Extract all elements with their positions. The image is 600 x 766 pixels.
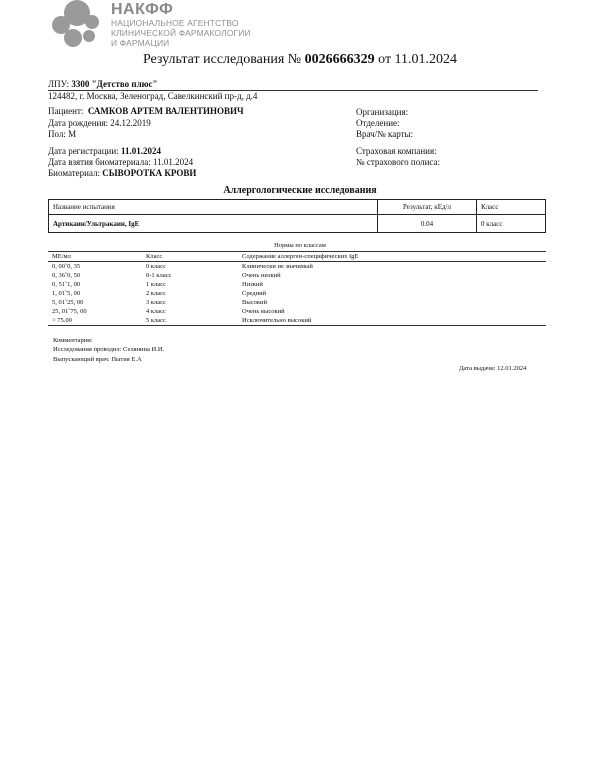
patient-name: САМКОВ АРТЕМ ВАЛЕНТИНОВИЧ bbox=[87, 106, 244, 116]
norms-caption: Нормы по классам bbox=[274, 242, 326, 249]
registration-label: Дата регистрации: bbox=[48, 146, 119, 156]
table-row bbox=[48, 298, 546, 307]
norms-header-class: Класс bbox=[142, 252, 238, 262]
section-title: Аллергологические исследования bbox=[223, 185, 377, 196]
norm-class: 4 класс bbox=[146, 308, 166, 315]
results-header-result: Результат, кЕд/л bbox=[378, 200, 477, 215]
issuing-doctor: Выпускающий врач: Пытия Е.А bbox=[53, 356, 142, 363]
norms-header-row bbox=[48, 252, 546, 262]
patient-dob: Дата рождения: 24.12.2019 bbox=[48, 118, 151, 128]
norm-range: > 75.00 bbox=[48, 316, 142, 326]
norm-class: 0 класс bbox=[146, 263, 166, 270]
insurance-label: Страховая компания: bbox=[356, 146, 437, 156]
results-header-class: Класс bbox=[477, 200, 546, 215]
norm-range: 0, 51˜1, 00 bbox=[52, 281, 81, 288]
lpu-label: ЛПУ: bbox=[48, 79, 70, 89]
org-line-2: КЛИНИЧЕСКОЙ ФАРМАКОЛОГИИ bbox=[111, 28, 251, 38]
patient-label: Пациент: bbox=[48, 106, 84, 116]
norm-class: 2 класс bbox=[146, 290, 166, 297]
table-row bbox=[49, 215, 546, 233]
table-row bbox=[48, 280, 546, 289]
results-table bbox=[48, 199, 546, 233]
norm-range: 0, 36˜0, 50 bbox=[52, 272, 81, 279]
norm-content: Клинически не значимый bbox=[242, 263, 313, 270]
org-short-name: НАКФФ bbox=[111, 1, 174, 18]
patient-line bbox=[48, 106, 244, 116]
biomaterial-date: Дата взятия биоматериала: 11.01.2024 bbox=[48, 157, 194, 167]
table-row bbox=[48, 307, 546, 316]
norm-content: Очень высокий bbox=[242, 308, 285, 315]
norms-table bbox=[48, 251, 546, 326]
norm-range: 0, 00˜0, 35 bbox=[52, 263, 81, 270]
norm-content: Низкий bbox=[242, 281, 263, 288]
result-test-name: Артикаин/Ультракаин, IgE bbox=[49, 215, 378, 233]
registration-line bbox=[48, 146, 161, 156]
biomaterial-label: Биоматериал: bbox=[48, 168, 101, 178]
norm-class: 3 класс bbox=[146, 299, 166, 306]
organization-label: Организация: bbox=[356, 107, 409, 117]
title-number: 0026666329 bbox=[304, 52, 375, 67]
norm-content: Средний bbox=[242, 290, 267, 297]
patient-sex: Пол: М bbox=[48, 129, 77, 139]
norm-range: 5, 01˜25, 00 bbox=[52, 299, 84, 306]
policy-label: № страхового полиса: bbox=[356, 157, 441, 167]
norm-class: 5 класс bbox=[142, 316, 238, 326]
lpu-line bbox=[48, 79, 158, 89]
table-row bbox=[48, 271, 546, 280]
org-line-1: НАЦИОНАЛЬНОЕ АГЕНТСТВО bbox=[111, 18, 239, 28]
department-label: Отделение: bbox=[356, 118, 400, 128]
norm-range: 25, 01˜75, 00 bbox=[52, 308, 87, 315]
table-row bbox=[48, 262, 546, 272]
title-prefix: Результат исследования № bbox=[142, 52, 302, 67]
table-row bbox=[48, 289, 546, 298]
lpu-address: 124482, г. Москва, Зеленоград, Савелкинский пр-д, д.4 bbox=[48, 91, 258, 101]
doctor-card-label: Врач/№ карты: bbox=[356, 129, 414, 139]
comments-label: Комментарии: bbox=[53, 337, 93, 344]
norm-content: Исключительно высокий bbox=[238, 316, 546, 326]
norm-content: Высокий bbox=[242, 299, 267, 306]
result-class: 0 класс bbox=[477, 215, 546, 233]
performed-by: Исследования проводил: Селянина И.И. bbox=[53, 346, 165, 353]
norm-content: Очень низкий bbox=[242, 272, 281, 279]
norm-class: 1 класс bbox=[146, 281, 166, 288]
norm-range: 1, 01˜5, 00 bbox=[52, 290, 81, 297]
registration-date: 11.01.2024 bbox=[120, 146, 161, 156]
biomaterial-value: СЫВОРОТКА КРОВИ bbox=[102, 168, 197, 178]
norm-class: 0-1 класс bbox=[146, 272, 172, 279]
org-header bbox=[111, 2, 251, 48]
lpu-code: 3300 bbox=[71, 79, 90, 89]
title-date: от 11.01.2024 bbox=[378, 52, 458, 67]
lpu-name: "Детство плюс" bbox=[91, 79, 158, 89]
issue-date: Дата выдачи: 12.01.2024 bbox=[459, 365, 527, 372]
table-row bbox=[48, 316, 546, 326]
document-title bbox=[0, 52, 600, 68]
results-header-row bbox=[49, 200, 546, 215]
result-value: 0.04 bbox=[378, 215, 477, 233]
org-line-3: И ФАРМАЦИИ bbox=[111, 38, 170, 48]
norms-header-content: Содержание аллерген-специфических IgE bbox=[238, 252, 546, 262]
nakff-logo-icon bbox=[50, 0, 106, 50]
results-header-name: Название испытания bbox=[49, 200, 378, 215]
norms-header-range: МЕ/мл bbox=[48, 252, 142, 262]
biomaterial-line bbox=[48, 168, 196, 178]
